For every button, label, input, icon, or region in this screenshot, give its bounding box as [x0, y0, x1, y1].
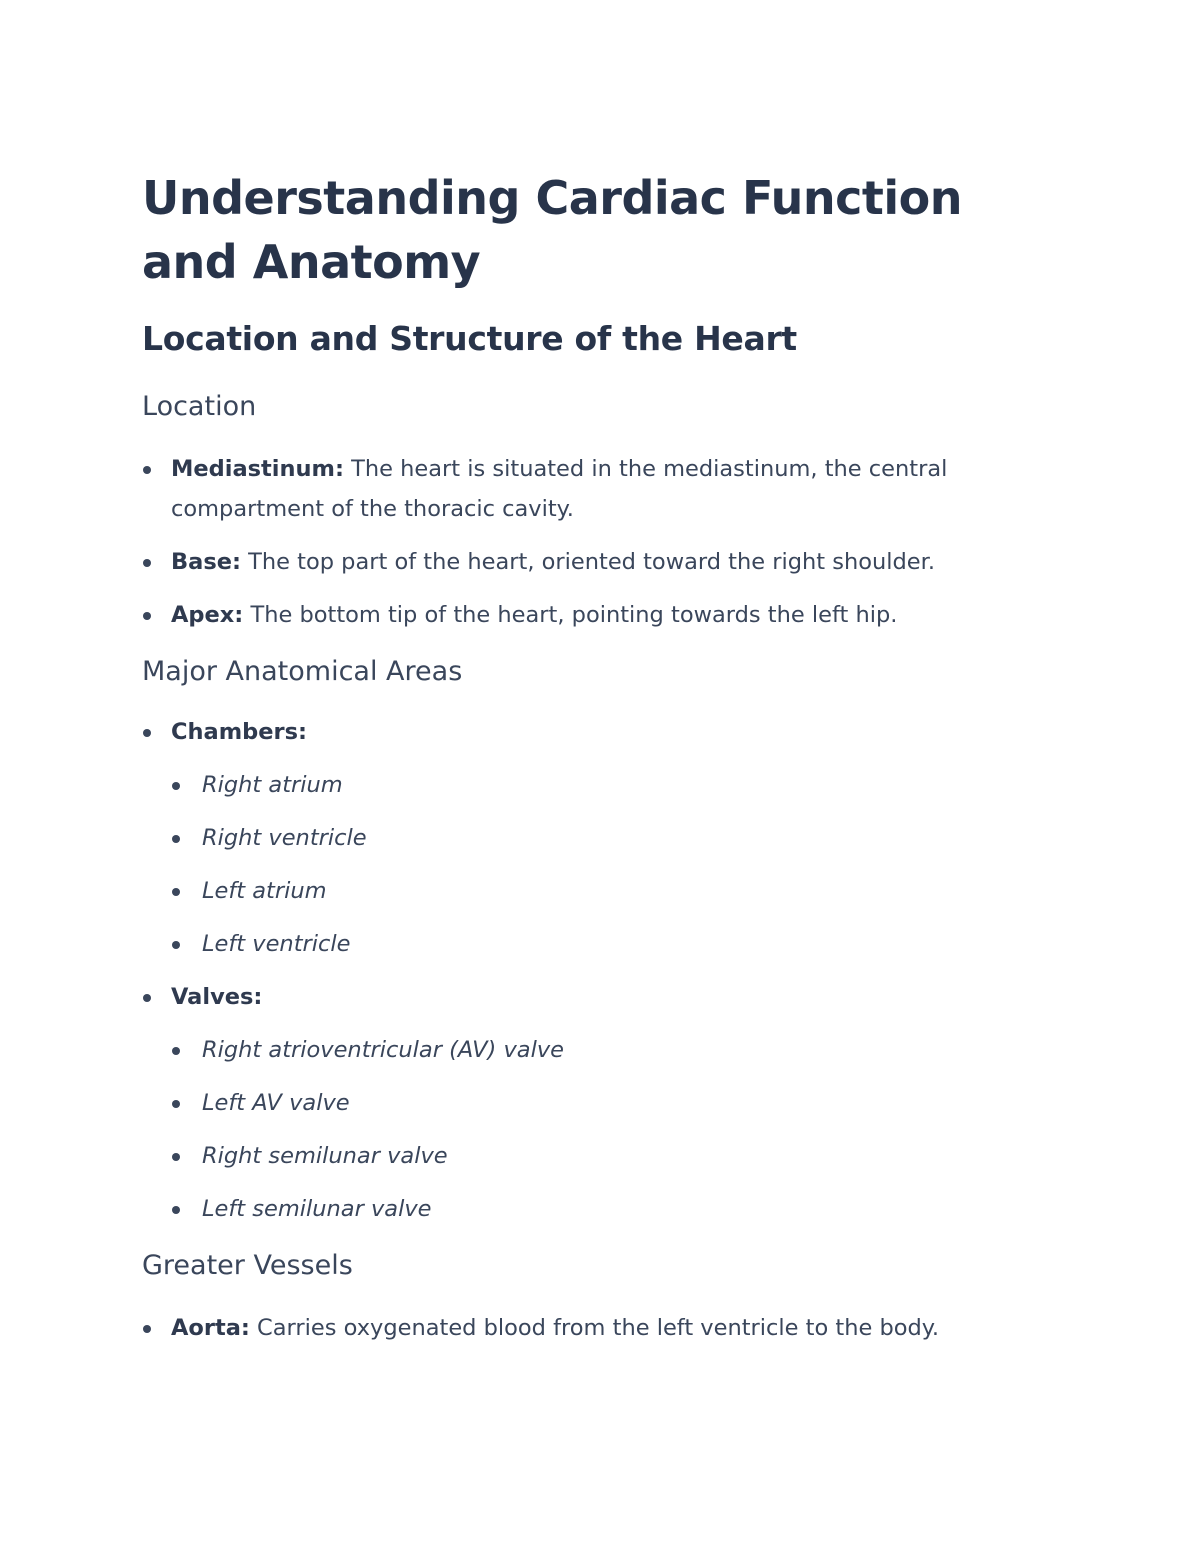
chamber-item: Left atrium	[171, 871, 1022, 911]
valves-sublist	[171, 1030, 1022, 1229]
chamber-item: Right ventricle	[171, 818, 1022, 858]
list-item-apex	[142, 595, 1022, 635]
page-title: Understanding Cardiac Function and Anatomy	[142, 171, 962, 289]
chamber-item: Right atrium	[171, 765, 1022, 805]
location-heading: Location	[142, 391, 257, 422]
term-apex: Apex:	[171, 602, 244, 628]
term-base: Base:	[171, 549, 241, 575]
anatomical-areas-list	[142, 712, 1022, 1242]
anatomical-areas-heading: Major Anatomical Areas	[142, 656, 463, 687]
chamber-item: Left ventricle	[171, 924, 1022, 964]
list-item-aorta	[142, 1308, 1022, 1348]
term-chambers: Chambers:	[171, 719, 308, 745]
description-mediastinum: The heart is situated in the mediastinum, the central compartment of the thoracic cavity.	[171, 456, 948, 522]
list-item-base	[142, 542, 1022, 582]
location-list	[142, 449, 1022, 648]
term-mediastinum: Mediastinum:	[171, 456, 344, 482]
list-item-chambers	[142, 712, 1022, 964]
valve-item: Left semilunar valve	[171, 1189, 1022, 1229]
description-base: The top part of the heart, oriented toward the right shoulder.	[240, 549, 935, 575]
valve-item: Right atrioventricular (AV) valve	[171, 1030, 1022, 1070]
section-title: Location and Structure of the Heart	[142, 319, 797, 358]
term-aorta: Aorta:	[171, 1315, 250, 1341]
valve-item: Right semilunar valve	[171, 1136, 1022, 1176]
description-aorta: Carries oxygenated blood from the left ventricle to the body.	[249, 1315, 940, 1341]
list-item-valves	[142, 977, 1022, 1229]
greater-vessels-heading: Greater Vessels	[142, 1250, 353, 1281]
description-apex: The bottom tip of the heart, pointing towards the left hip.	[243, 602, 898, 628]
valve-item: Left AV valve	[171, 1083, 1022, 1123]
chambers-sublist	[171, 765, 1022, 964]
greater-vessels-list	[142, 1308, 1022, 1361]
list-item-mediastinum	[142, 449, 1022, 529]
term-valves: Valves:	[171, 984, 263, 1010]
